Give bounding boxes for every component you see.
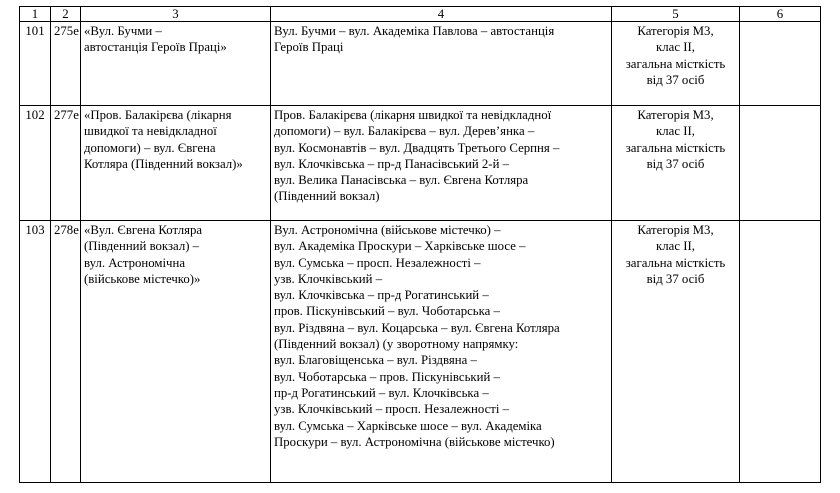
text-line: загальна місткість — [625, 56, 726, 71]
text-line: вул. Велика Панасівська – вул. Євгена Котляра — [274, 173, 529, 188]
header-cell: 3 — [81, 7, 271, 22]
table-row — [20, 106, 821, 221]
text-line: Категорія М3, — [637, 108, 714, 122]
row-number: 102 — [20, 106, 51, 221]
text-line: (Південний вокзал) (у зворотному напрямку: — [274, 337, 519, 352]
text-line: Пров. Балакірєва (лікарня швидкої та невідкладної — [274, 108, 552, 122]
text-line: вул. Сумська – Харківське шосе – вул. Академіка — [274, 418, 542, 433]
text-line: вул. Клочківська – пр-д Панасівський 2-й – — [274, 156, 510, 171]
route-name — [81, 221, 271, 483]
route-path — [271, 106, 612, 221]
text-line: (військове містечко)» — [84, 271, 201, 286]
text-line: вул. Академіка Проскури – Харківське шосе – — [274, 239, 526, 254]
text-line: вул. Астрономічна — [84, 255, 185, 270]
row-number: 101 — [20, 22, 51, 106]
text-line: клас ІІ, — [656, 239, 695, 254]
text-line: Героїв Праці — [274, 40, 344, 55]
text-line: вул. Сумська – просп. Незалежності – — [274, 255, 481, 270]
route-name — [81, 106, 271, 221]
text-line: Вул. Астрономічна (військове містечко) – — [274, 223, 501, 237]
text-line: Вул. Бучми – вул. Академіка Павлова – автостанція — [274, 24, 555, 38]
row-number: 103 — [20, 221, 51, 483]
vehicle-category — [612, 221, 740, 483]
text-line: загальна місткість — [625, 255, 726, 270]
text-line: «Вул. Євгена Котляра — [84, 223, 203, 237]
header-cell: 6 — [740, 7, 821, 22]
header-cell: 5 — [612, 7, 740, 22]
text-line: автостанція Героїв Праці» — [84, 40, 227, 55]
text-line: клас ІІ, — [656, 40, 695, 55]
text-line: (Південний вокзал) — [274, 189, 380, 204]
table-row — [20, 221, 821, 483]
text-line: Проскури – вул. Астрономічна (військове містечко) — [274, 434, 555, 449]
route-number: 278е — [51, 221, 81, 483]
text-line: вул. Чоботарська – пров. Піскунівський – — [274, 369, 500, 384]
text-line: (Південний вокзал) – — [84, 239, 200, 254]
text-line: Категорія М3, — [637, 24, 714, 38]
route-number: 277е — [51, 106, 81, 221]
table-row — [20, 22, 821, 106]
text-line: допомоги) – вул. Балакірєва – вул. Дерев’янка – — [274, 124, 535, 139]
header-cell: 1 — [20, 7, 51, 22]
text-line: вул. Благовіщенська – вул. Різдвяна – — [274, 353, 477, 368]
text-line: Категорія М3, — [637, 223, 714, 237]
text-line: узв. Клочківський – просп. Незалежності – — [274, 402, 509, 417]
text-line: клас ІІ, — [656, 124, 695, 139]
header-cell: 4 — [271, 7, 612, 22]
text-line: пр-д Рогатинський – вул. Клочківська – — [274, 385, 489, 400]
route-path — [271, 221, 612, 483]
extra-cell — [740, 221, 821, 483]
routes-table — [19, 6, 821, 483]
route-name — [81, 22, 271, 106]
route-path — [271, 22, 612, 106]
vehicle-category — [612, 106, 740, 221]
vehicle-category — [612, 22, 740, 106]
route-number: 275е — [51, 22, 81, 106]
text-line: загальна місткість — [625, 140, 726, 155]
text-line: швидкої та невідкладної — [84, 124, 217, 139]
text-line: вул. Клочківська – пр-д Рогатинський – — [274, 288, 489, 303]
extra-cell — [740, 106, 821, 221]
text-line: пров. Піскунівський – вул. Чоботарська – — [274, 304, 500, 319]
header-row — [20, 7, 821, 22]
text-line: вул. Різдвяна – вул. Коцарська – вул. Євгена Котляра — [274, 320, 560, 335]
text-line: узв. Клочківський – — [274, 271, 383, 286]
extra-cell — [740, 22, 821, 106]
text-line: допомоги) – вул. Євгена — [84, 140, 216, 155]
header-cell: 2 — [51, 7, 81, 22]
text-line: вул. Космонавтів – вул. Двадцять Третього Серпня – — [274, 140, 560, 155]
text-line: Котляра (Південний вокзал)» — [84, 156, 243, 171]
text-line: від 37 осіб — [646, 271, 705, 286]
text-line: «Вул. Бучми – — [84, 24, 162, 38]
text-line: «Пров. Балакірєва (лікарня — [84, 108, 232, 122]
text-line: від 37 осіб — [646, 156, 705, 171]
text-line: від 37 осіб — [646, 72, 705, 87]
